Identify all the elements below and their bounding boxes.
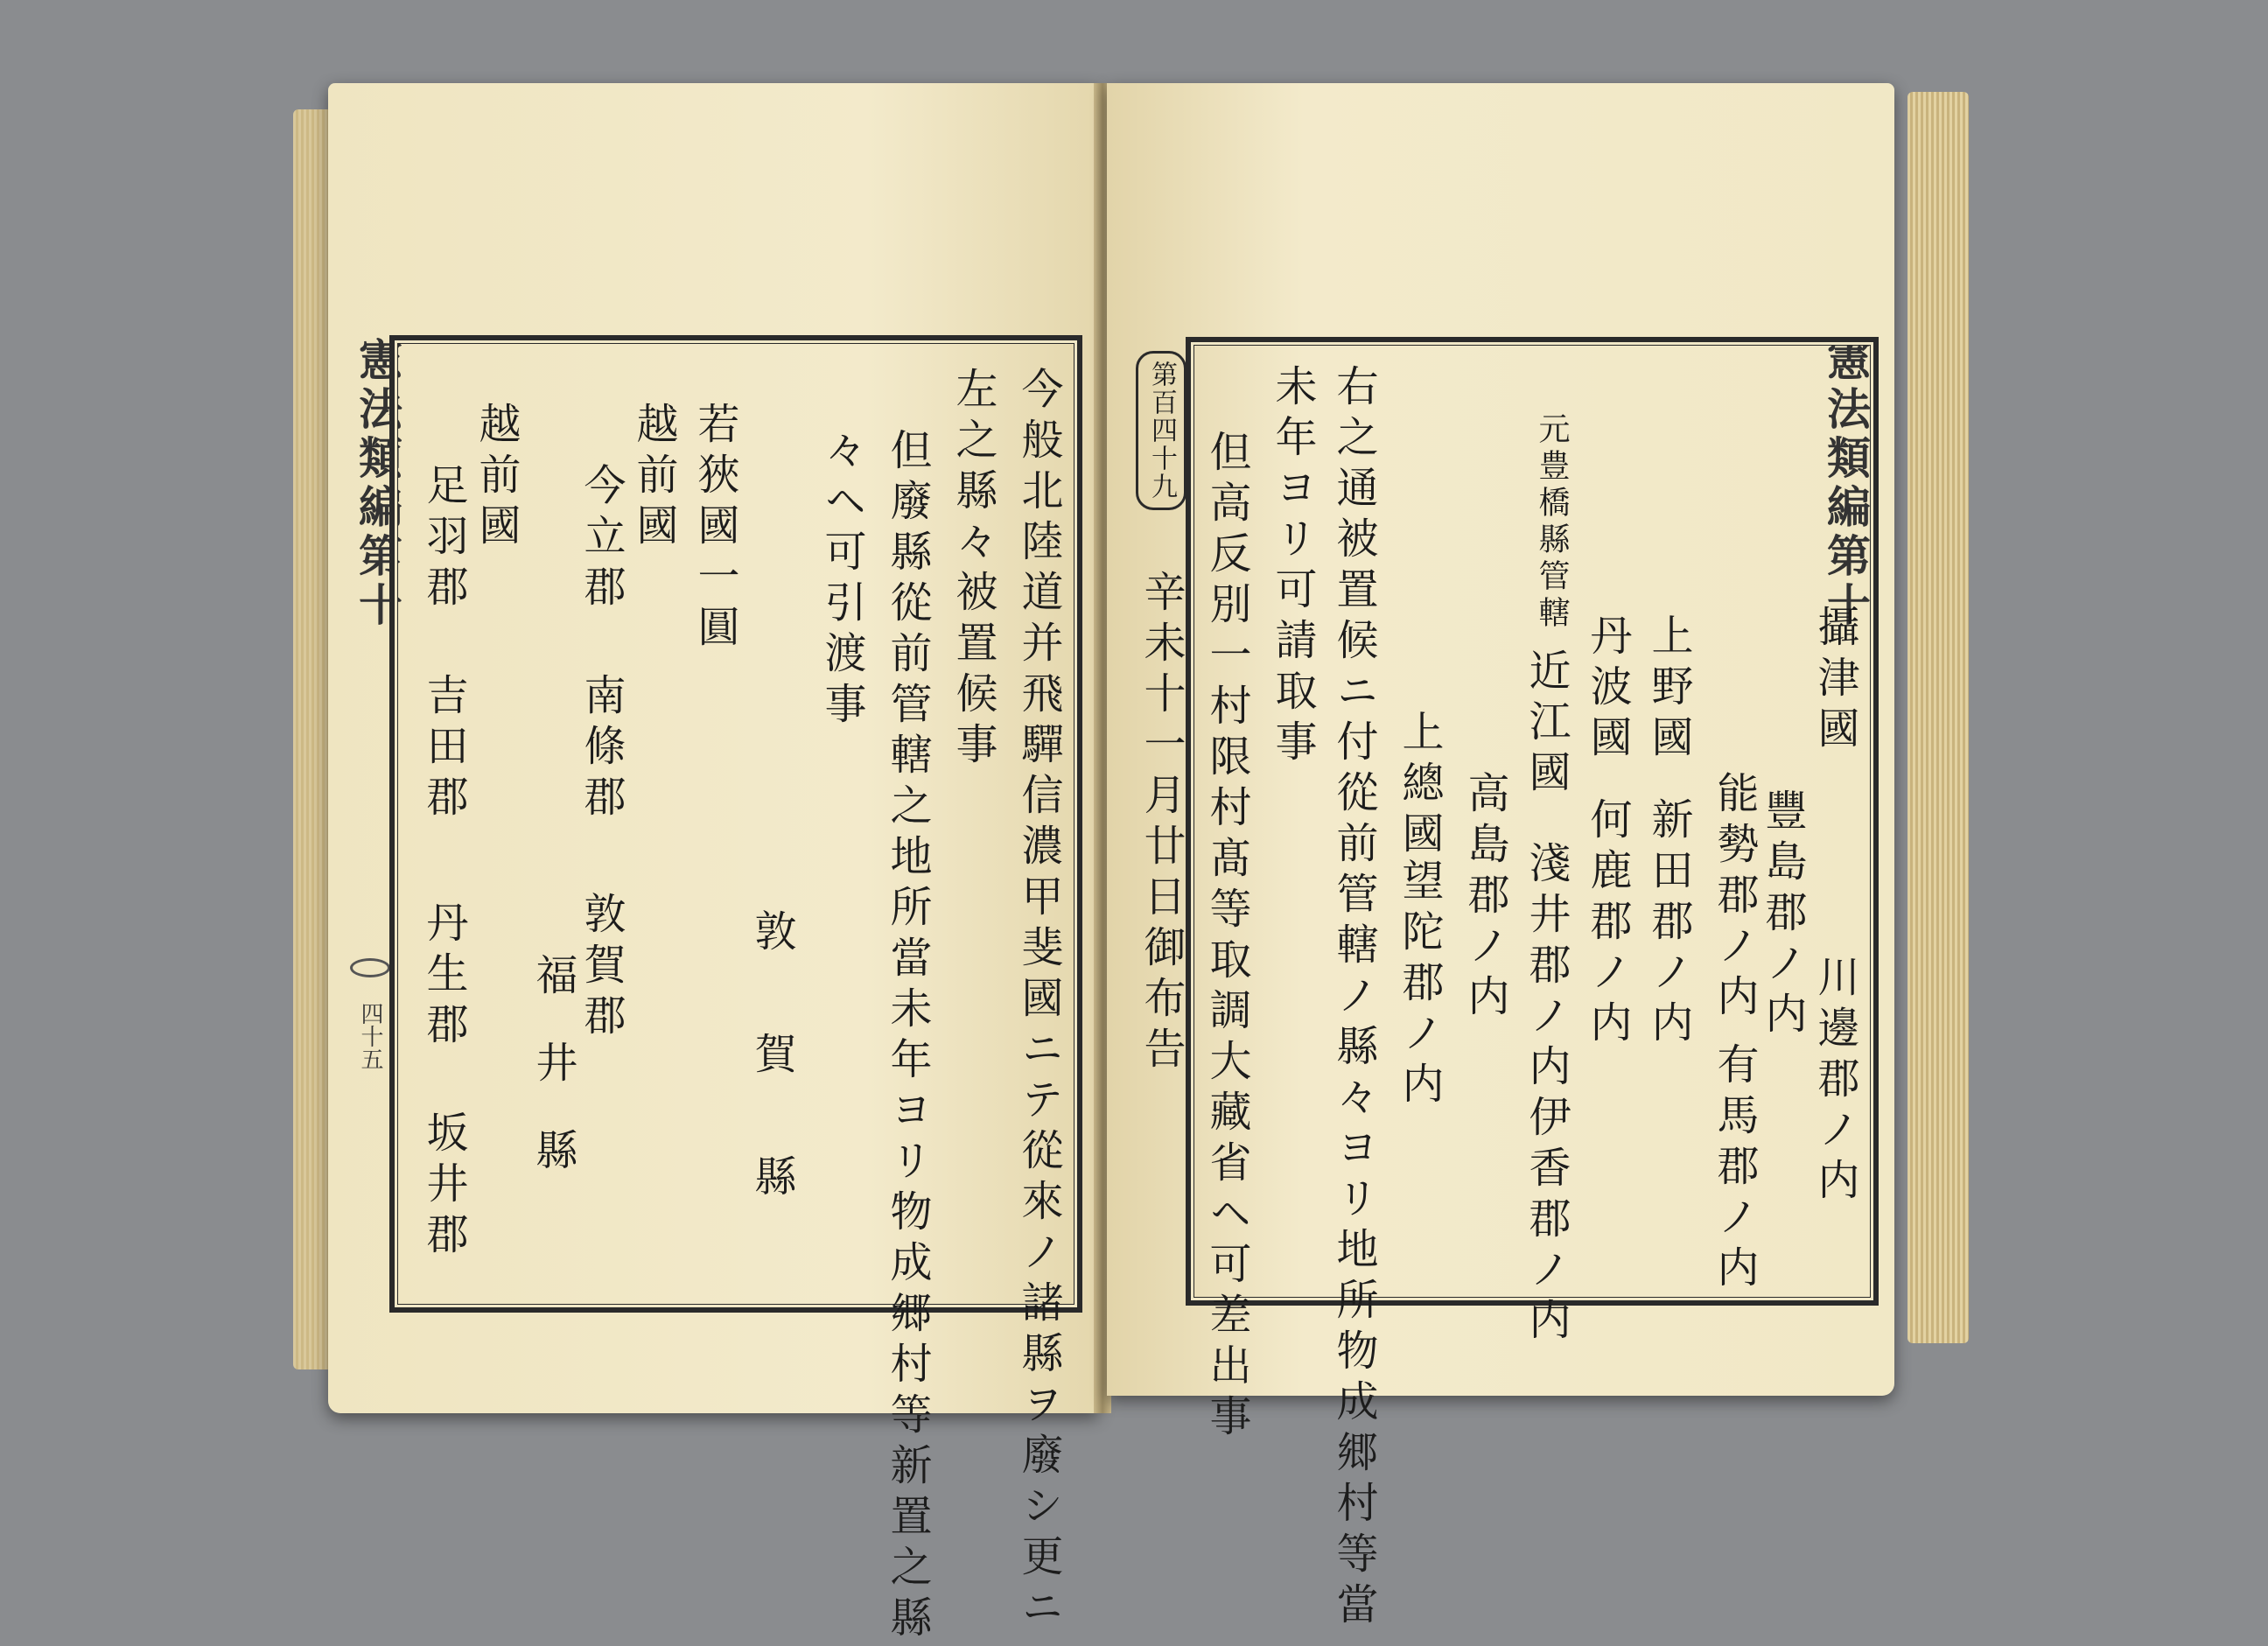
province-echizen-1: 越前國 bbox=[629, 402, 678, 554]
province-echizen-2: 越前國 bbox=[472, 402, 521, 554]
district-nanjo: 南條郡 bbox=[577, 673, 626, 825]
district-nose: 能勢郡ノ内 bbox=[1710, 771, 1759, 1025]
district-arima: 有馬郡ノ内 bbox=[1710, 1042, 1759, 1296]
district-nyu: 丹生郡 bbox=[419, 900, 468, 1053]
district-takashima: 高島郡ノ内 bbox=[1460, 771, 1509, 1025]
province-wakasa: 若狹國一圓 bbox=[690, 402, 739, 655]
body-column-3: 但高反別一村限村髙等取調大藏省ヘ可差出事 bbox=[1202, 430, 1251, 1445]
district-yoshida: 吉田郡 bbox=[419, 673, 468, 825]
left-margin-title: 憲法類編第十 bbox=[352, 337, 403, 631]
text-column-1: 今般北陸道并飛驒信濃甲斐國ニテ從來ノ諸縣ヲ廢シ更ニ bbox=[1014, 367, 1063, 1635]
district-tsuruga: 敦賀郡 bbox=[577, 892, 626, 1044]
province-settsu: 攝津國 bbox=[1810, 605, 1859, 757]
right-page bbox=[1107, 83, 1894, 1633]
header-note: 元豊橋縣管轄 bbox=[1534, 412, 1570, 633]
prefecture-char-1: 敦 bbox=[747, 909, 796, 960]
prefecture-char-2: 賀 bbox=[747, 1032, 796, 1082]
fold-mark bbox=[350, 958, 390, 977]
article-number-badge: 第百四十九 bbox=[1136, 351, 1186, 510]
subpref-char-1: 福 bbox=[528, 953, 578, 1004]
right-margin-title: 憲法類編第十 bbox=[1820, 337, 1872, 631]
right-text-frame bbox=[1137, 337, 1879, 1633]
left-page-number: 四十五 bbox=[357, 1002, 383, 1070]
province-kazusa: 上總國 bbox=[1395, 710, 1444, 862]
body-column-2: 未年ヨリ可請取事 bbox=[1268, 364, 1317, 770]
text-column-3: 但廢縣從前管轄之地所當未年ヨリ物成郷村等新置之縣 bbox=[883, 428, 932, 1646]
district-imadate: 今立郡 bbox=[577, 463, 626, 615]
province-tamba: 丹波國 bbox=[1583, 613, 1632, 766]
body-column-1: 右之通被置候ニ付從前管轄ノ縣々ヨリ地所物成郷村等當 bbox=[1329, 364, 1378, 1633]
district-sakai: 坂井郡 bbox=[419, 1110, 468, 1263]
subpref-char-2: 井 bbox=[528, 1040, 578, 1091]
district-ikaruga: 何鹿郡ノ内 bbox=[1583, 797, 1632, 1051]
prefecture-char-3: 縣 bbox=[747, 1154, 796, 1205]
right-page-edges bbox=[1908, 92, 1969, 1343]
province-omi: 近江國 bbox=[1522, 648, 1571, 801]
left-text-frame bbox=[389, 335, 1082, 1646]
district-asuwa: 足羽郡 bbox=[419, 463, 468, 615]
text-column-2: 左之縣々被置候事 bbox=[948, 367, 998, 773]
district-mouda: 望陀郡ノ内 bbox=[1395, 858, 1444, 1112]
subpref-char-3: 縣 bbox=[528, 1128, 578, 1179]
district-nitta: 新田郡ノ内 bbox=[1644, 797, 1693, 1051]
district-azai: 淺井郡ノ内 bbox=[1522, 841, 1571, 1095]
district-ika: 伊香郡ノ内 bbox=[1522, 1095, 1571, 1348]
proclamation-date: 辛未十一月廿日御布告 bbox=[1137, 570, 1186, 1077]
text-column-4: 々ヘ可引渡事 bbox=[817, 428, 866, 732]
district-kawabe: 川邊郡ノ内 bbox=[1810, 955, 1859, 1208]
open-book bbox=[311, 83, 1947, 1646]
province-kozuke: 上野國 bbox=[1644, 613, 1693, 766]
left-page bbox=[328, 83, 1098, 1646]
district-toshima: 豐島郡ノ内 bbox=[1758, 788, 1807, 1042]
